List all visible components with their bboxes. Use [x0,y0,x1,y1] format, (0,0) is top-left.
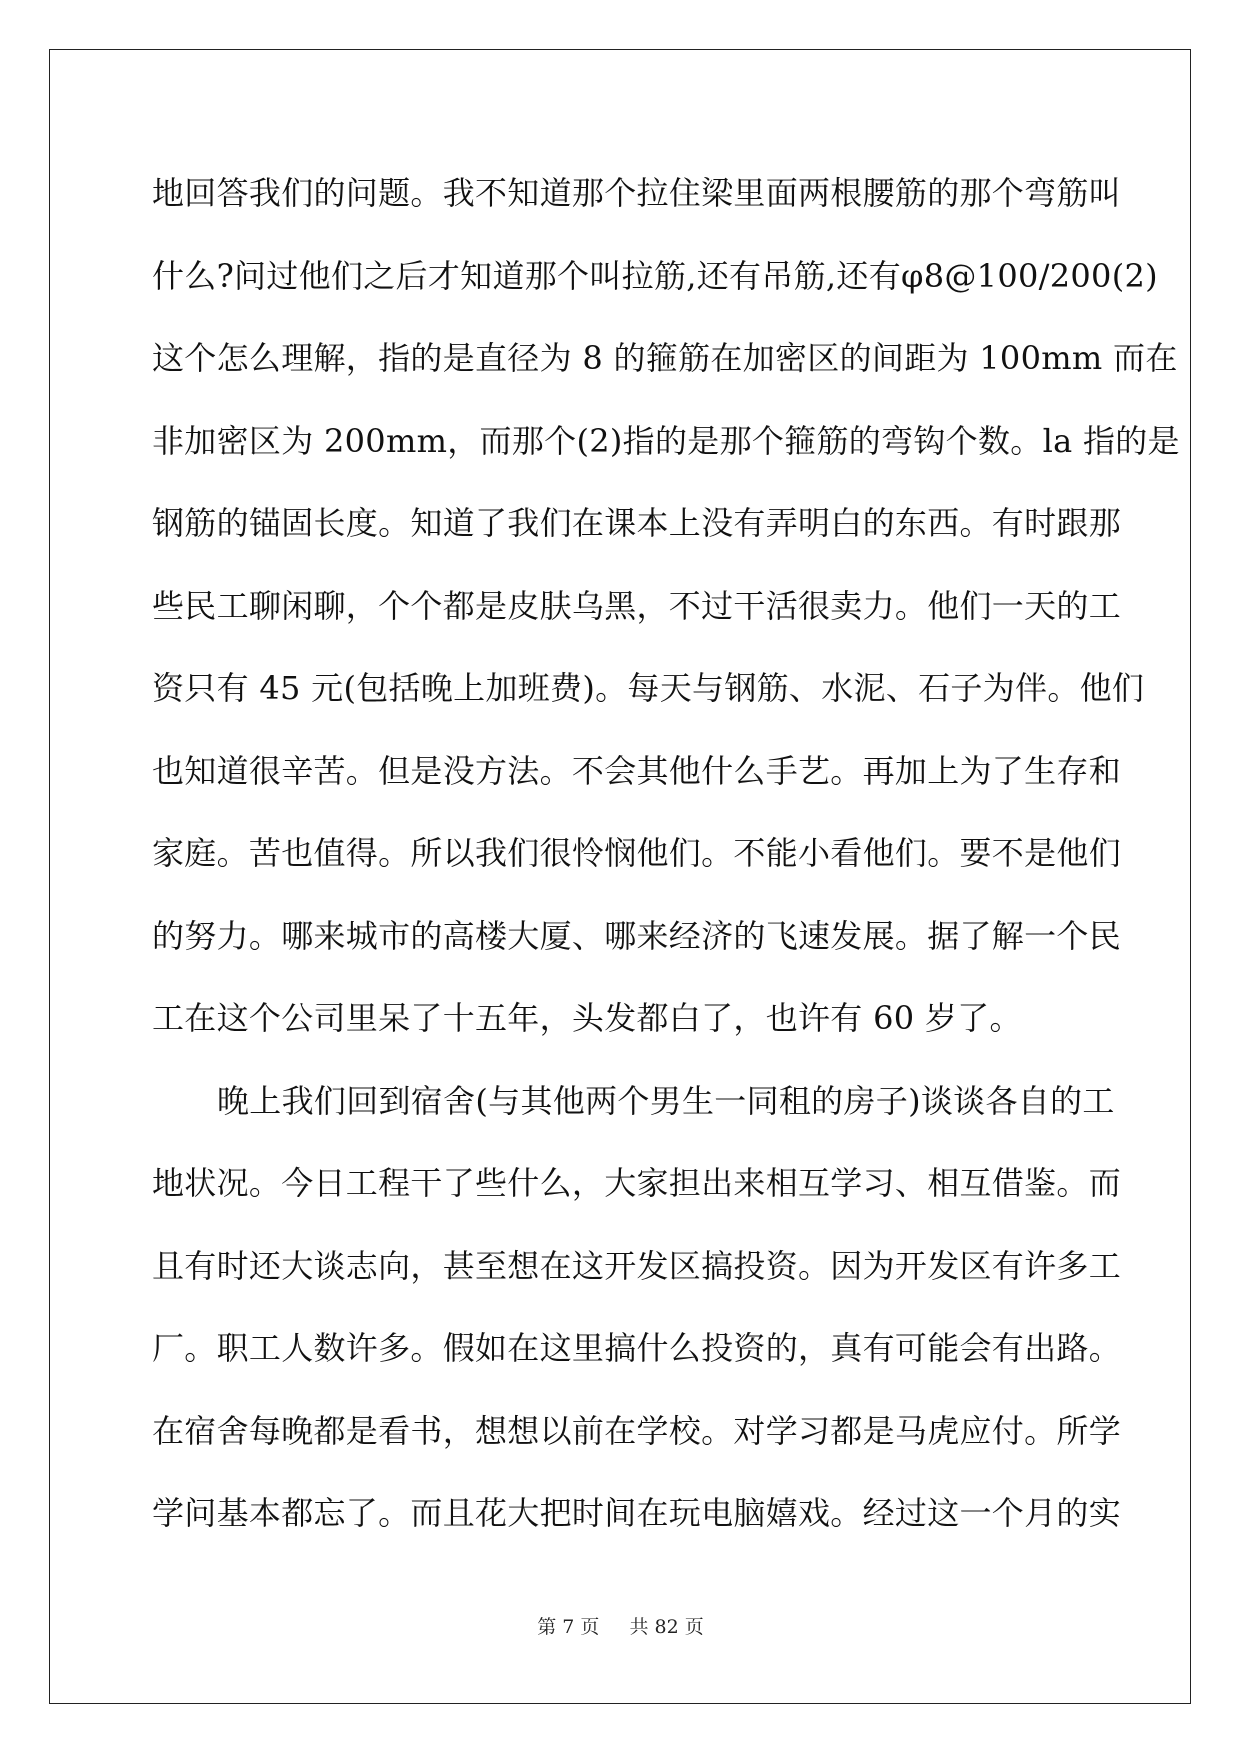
text-line-12-paragraph-start: 晚上我们回到宿舍(与其他两个男生一同租的房子)谈谈各自的工 [217,1081,1115,1120]
text-line-6: 些民工聊闲聊，个个都是皮肤乌黑，不过干活很卖力。他们一天的工 [152,586,1122,625]
text-line-10: 的努力。哪来城市的高楼大厦、哪来经济的飞速发展。据了解一个民 [152,916,1122,955]
text-line-11: 工在这个公司里呆了十五年，头发都白了，也许有 60 岁了。 [152,999,1022,1037]
text-line-14: 且有时还大谈志向，甚至想在这开发区搞投资。因为开发区有许多工 [152,1246,1122,1285]
text-line-5: 钢筋的锚固长度。知道了我们在课本上没有弄明白的东西。有时跟那 [152,504,1122,542]
page-total: 共 82 页 [629,1616,704,1638]
document-body [152,163,1180,1566]
text-line-17: 学问基本都忘了。而且花大把时间在玩电脑嬉戏。经过这一个月的实 [152,1494,1122,1532]
page-footer [0,1612,1241,1639]
text-line-3: 这个怎么理解，指的是直径为 8 的箍筋在加密区的间距为 100mm 而在 [152,339,1178,377]
text-line-1: 地回答我们的问题。我不知道那个拉住梁里面两根腰筋的那个弯筋叫 [152,174,1122,212]
page-number: 第 7 页 [537,1616,600,1638]
text-line-2: 什么?问过他们之后才知道那个叫拉筋,还有吊筋,还有φ8@100/200(2) [152,256,1158,295]
text-line-8: 也知道很辛苦。但是没方法。不会其他什么手艺。再加上为了生存和 [152,751,1122,790]
text-line-4: 非加密区为 200mm，而那个(2)指的是那个箍筋的弯钩个数。la 指的是 [152,421,1180,460]
text-line-15: 厂。职工人数许多。假如在这里搞什么投资的，真有可能会有出路。 [152,1329,1122,1367]
text-line-7: 资只有 45 元(包括晚上加班费)。每天与钢筋、水泥、石子为伴。他们 [152,669,1145,707]
text-line-13: 地状况。今日工程干了些什么，大家担出来相互学习、相互借鉴。而 [152,1164,1122,1202]
text-line-9: 家庭。苦也值得。所以我们很怜悯他们。不能小看他们。要不是他们 [152,834,1122,872]
text-line-16: 在宿舍每晚都是看书，想想以前在学校。对学习都是马虎应付。所学 [152,1411,1122,1450]
